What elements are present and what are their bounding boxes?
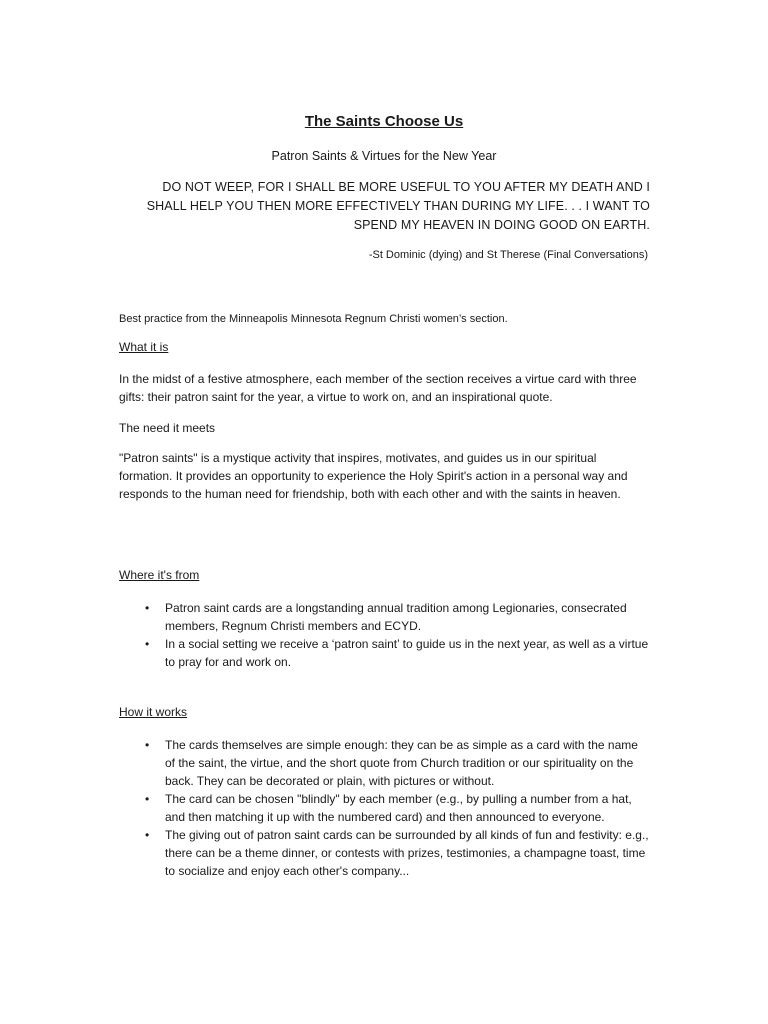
list-item bbox=[119, 599, 649, 635]
list-item bbox=[119, 790, 649, 826]
document-subtitle: Patron Saints & Virtues for the New Year bbox=[271, 149, 497, 163]
intro-text: Best practice from the Minneapolis Minnesota Regnum Christi women’s section. bbox=[119, 313, 508, 325]
bullet-icon: • bbox=[145, 828, 150, 842]
list-item bbox=[119, 635, 649, 671]
bullet-icon: • bbox=[145, 738, 150, 752]
list-item-text: The giving out of patron saint cards can be surrounded by all kinds of fun and festivity: e.g., there can be a theme dinner, or contests with prizes, testimonies, a champagne toast, time to socialize and enjoy each other's company... bbox=[165, 828, 649, 878]
heading-how-it-works: How it works bbox=[119, 705, 188, 719]
list-item-text: The card can be chosen "blindly" by each member (e.g., by pulling a number from a hat, and then matching it up with the numbered card) and then announced to everyone. bbox=[165, 792, 632, 824]
bullet-icon: • bbox=[145, 792, 150, 806]
label-need-it-meets: The need it meets bbox=[119, 421, 216, 435]
document-title: The Saints Choose Us bbox=[304, 113, 464, 130]
list-item-text: Patron saint cards are a longstanding annual tradition among Legionaries, consecrated members, Regnum Christi members and ECYD. bbox=[165, 601, 627, 633]
bullet-icon: • bbox=[145, 637, 150, 651]
quote-text: DO NOT WEEP, FOR I SHALL BE MORE USEFUL TO YOU AFTER MY DEATH AND I SHALL HELP YOU THEN MORE EFFECTIVELY THAN DURING MY LIFE. . . I WANT TO SPEND MY HEAVEN IN DOING GOOD ON EARTH. bbox=[146, 180, 650, 232]
quote-attribution: -St Dominic (dying) and St Therese (Final Conversations) bbox=[368, 249, 648, 261]
list-item bbox=[119, 826, 649, 880]
heading-what-it-is: What it is bbox=[119, 340, 169, 354]
list-how-it-works bbox=[119, 736, 649, 880]
list-where-its-from bbox=[119, 599, 649, 671]
heading-where-its-from: Where it's from bbox=[119, 568, 200, 582]
paragraph-what-it-is: In the midst of a festive atmosphere, each member of the section receives a virtue card with three gifts: their patron saint for the year, a virtue to work on, and an inspirational quote. bbox=[119, 372, 637, 404]
list-item-text: The cards themselves are simple enough: they can be as simple as a card with the name of the saint, the virtue, and the short quote from Church tradition or our spirituality on the back. They can be decorated or plain, with pictures or without. bbox=[165, 738, 638, 788]
bullet-icon: • bbox=[145, 601, 150, 615]
paragraph-need-it-meets: "Patron saints" is a mystique activity that inspires, motivates, and guides us in our spiritual formation. It provides an opportunity to experience the Holy Spirit's action in a personal way and responds to the human need for friendship, both with each other and with the saints in heaven. bbox=[119, 451, 628, 501]
list-item bbox=[119, 736, 649, 790]
list-item-text: In a social setting we receive a ‘patron saint’ to guide us in the next year, as well as a virtue to pray for and work on. bbox=[165, 637, 649, 669]
